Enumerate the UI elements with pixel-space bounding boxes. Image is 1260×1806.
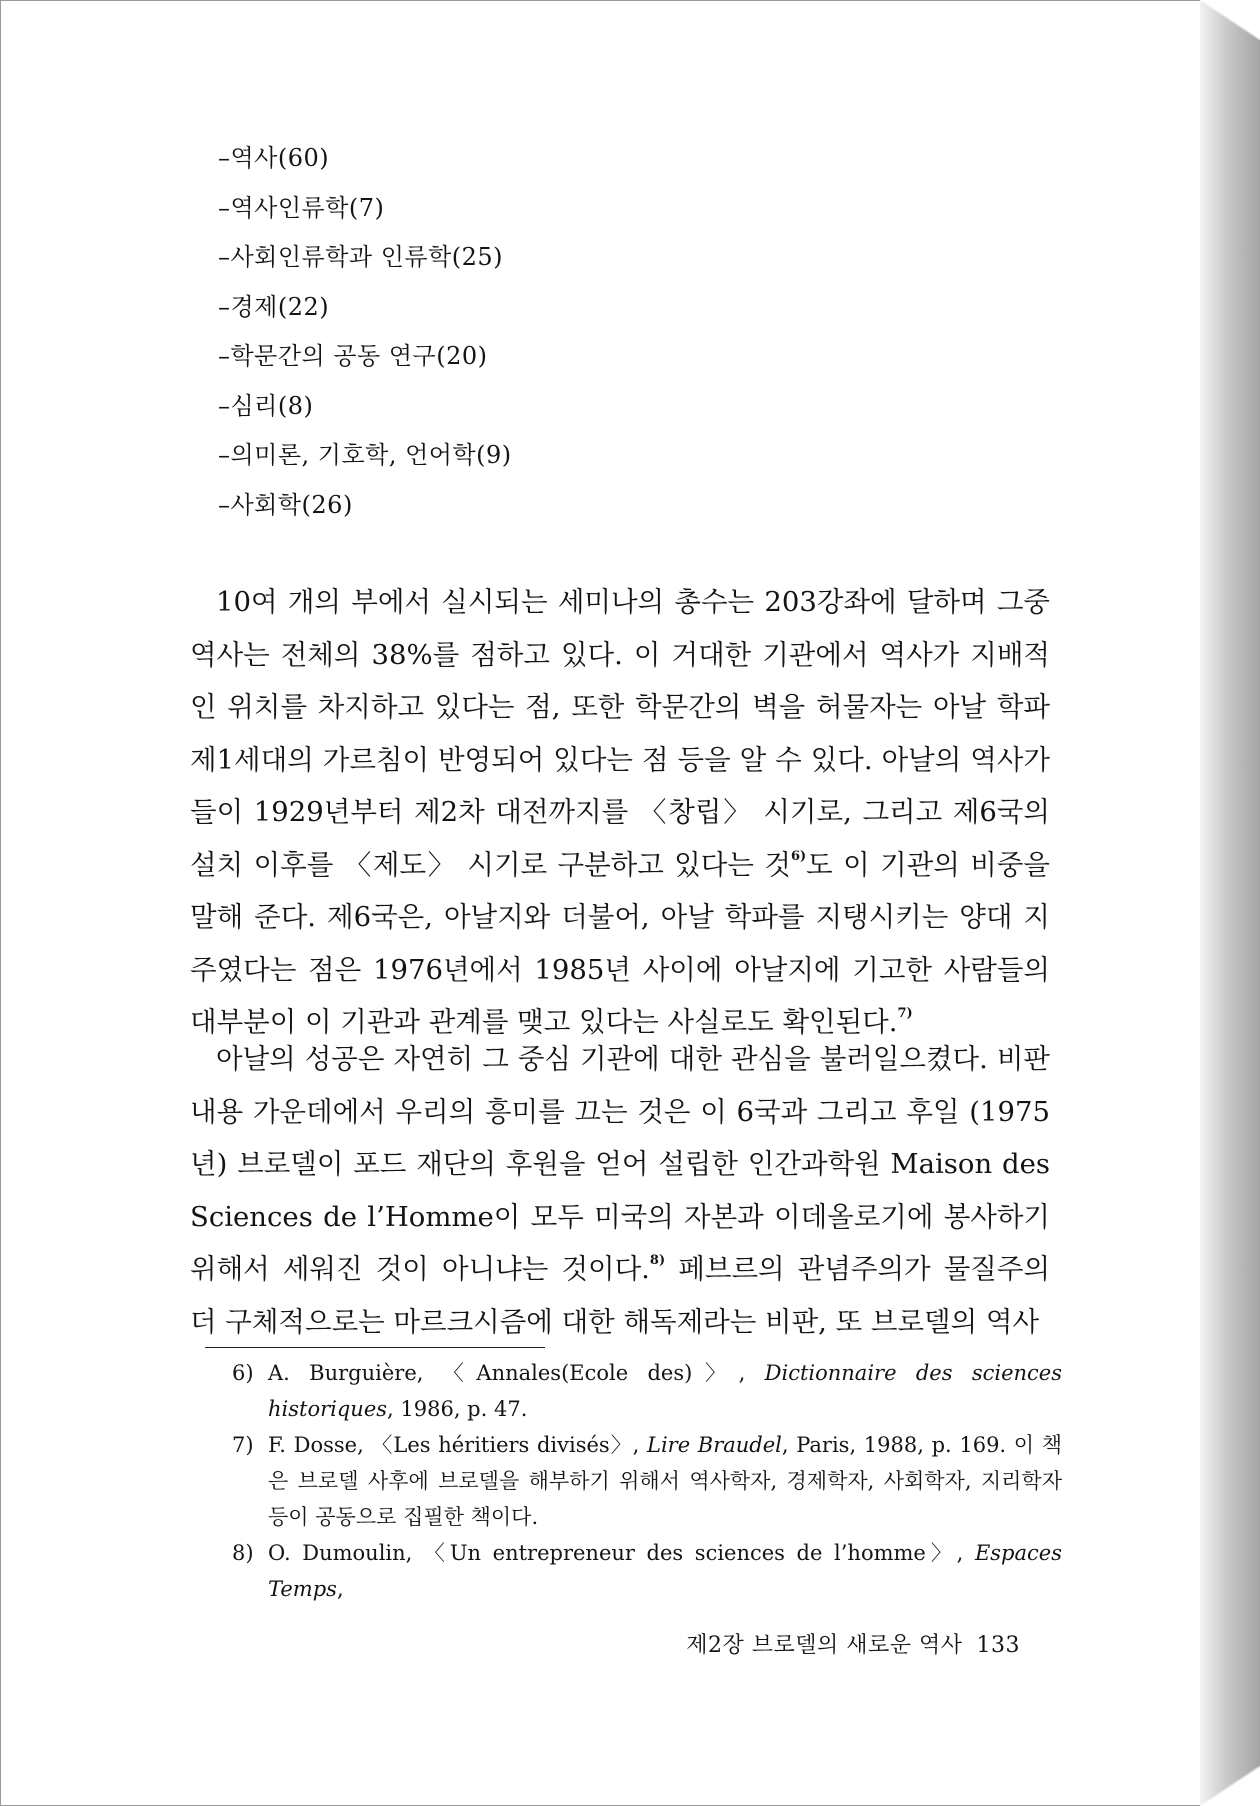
footnote-text: O. Dumoulin, 〈Un entrepreneur des sciences de l’homme〉, [268,1541,975,1565]
list-item: –학문간의 공동 연구(20) [218,342,488,370]
footnote [232,1535,1062,1607]
footnote-text: A. Burguière, 〈Annales(Ecole des)〉, [268,1361,765,1385]
list-item: –사회인류학과 인류학(25) [218,243,504,271]
paragraph-text: 페브르의 관념주의가 물질주의 더 구체적으로는 마르크시즘에 대한 해독제라는 비판, 또 브로델의 역사 [190,1253,1051,1338]
footnote-ref-8[interactable]: 8) [649,1253,666,1268]
footnote-ref-6[interactable]: 6) [790,848,807,864]
list-item: –사회학(26) [218,490,353,519]
footnote-number: 8) [232,1541,254,1565]
page-edge-corner-top [1200,0,1260,40]
footnote-text: , [336,1577,344,1601]
page-footer [686,1628,1020,1659]
list-item: –역사(60) [218,144,330,172]
footnote-number: 6) [232,1361,254,1385]
running-title: 제2장 브로델의 새로운 역사 [686,1633,963,1658]
footnote [232,1427,1062,1535]
footnote-title: Lire Braudel [647,1433,782,1457]
page-edge-shadow [1200,0,1260,1806]
list-item: –경제(22) [218,292,330,321]
footnote-text: F. Dosse, 〈Les héritiers divisés〉, [268,1433,647,1457]
list-item: –심리(8) [218,391,314,420]
footnote-title: Espaces Temps [268,1541,1062,1601]
seminar-subject-list [218,138,512,534]
footnote [232,1355,1062,1427]
paragraph-text: 10여 개의 부에서 실시되는 세미나의 총수는 203강좌에 달하며 그중 역사는 전체의 38%를 점하고 있다. 이 거대한 기관에서 역사가 지배적인 위치를 차지하고 있다는 점, 또한 학문간의 벽을 허물자는 아날 학파 제1세대의 가르침이 반영되어 있다는 점 등을 알 수 있다. 아날의 역사가들이 1929년부터 제2차 대전까지를 〈창립〉 시기로, 그리고 제6국의 설치 이후를 〈제도〉 시기로 구분하고 있다는 것 [190,586,1050,881]
body-paragraph-2 [190,1033,1050,1348]
footnotes [232,1355,1062,1607]
page-number: 133 [976,1633,1020,1658]
footnote-ref-7[interactable]: 7) [897,1006,913,1021]
body-paragraph-1 [190,576,1050,1049]
paragraph-text: 아날의 성공은 자연히 그 중심 기관에 대한 관심을 불러일으켰다. 비판 내용 가운데에서 우리의 흥미를 끄는 것은 이 6국과 그리고 후일 (1975년) 브로델이 포드 재단의 후원을 얻어 설립한 인간과학원 Maison des Sciences de l’Homme이 모두 미국의 자본과 이데올로기에 봉사하기 위해서 세워진 것이 아니냐는 것이다. [190,1043,1050,1285]
list-item: –역사인류학(7) [218,193,385,222]
footnote-title: Dictionnaire des sciences historiques [268,1361,1062,1421]
list-item: –의미론, 기호학, 언어학(9) [218,441,512,469]
page-edge-corner-bottom [1200,1766,1260,1806]
footnote-text: , Paris, 1988, p. 169. 이 책은 브로델 사후에 브로델을 해부하기 위해서 역사학자, 경제학자, 사회학자, 지리학자 등이 공동으로 집필한 책이다. [268,1433,1062,1529]
footnote-divider [205,1347,545,1348]
paragraph-text: 도 이 기관의 비중을 말해 준다. 제6국은, 아날지와 더불어, 아날 학파를 지탱시키는 양대 지주였다는 점은 1976년에서 1985년 사이에 아날지에 기고한 사람들의 대부분이 이 기관과 관계를 맺고 있다는 사실로도 확인된다. [190,848,1050,1038]
footnote-text: , 1986, p. 47. [387,1397,528,1421]
footnote-number: 7) [232,1433,254,1457]
